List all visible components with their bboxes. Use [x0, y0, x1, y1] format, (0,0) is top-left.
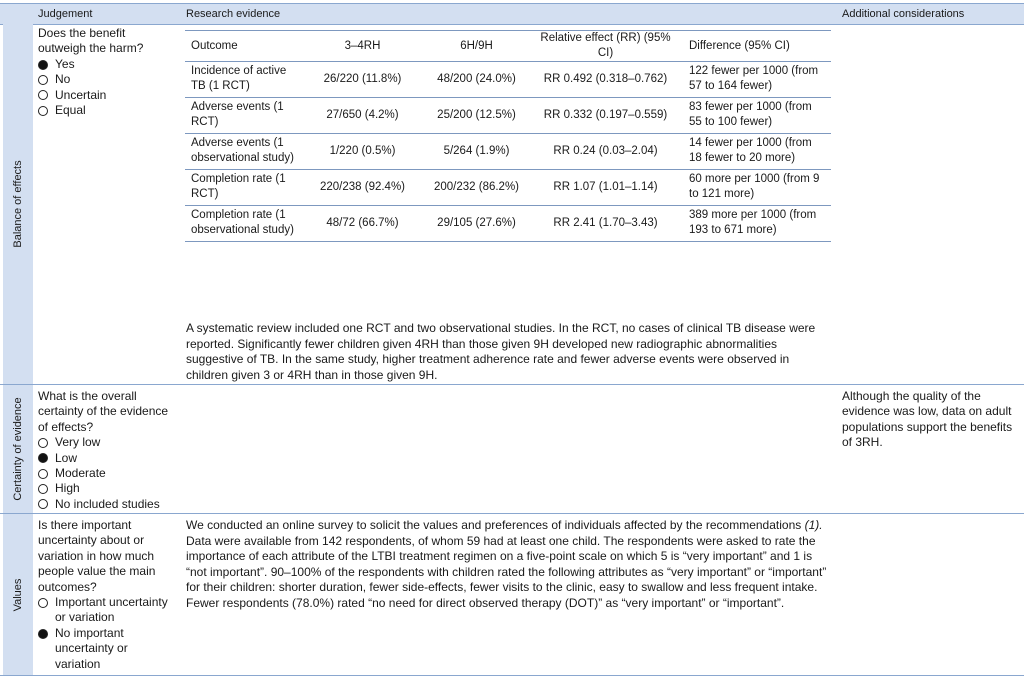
option-label: No important uncertainty or variation — [55, 625, 128, 671]
col-header-difference: Difference (95% CI) — [683, 31, 831, 62]
header-additional-considerations: Additional considerations — [842, 8, 965, 20]
table-cell: 1/220 (0.5%) — [300, 134, 425, 170]
option-label: Important uncertainty or variation — [55, 595, 168, 625]
balance-option[interactable] — [38, 103, 158, 118]
values-option[interactable] — [38, 595, 176, 626]
table-cell: 5/264 (1.9%) — [425, 134, 528, 170]
divider — [0, 675, 1024, 676]
divider — [0, 384, 1024, 385]
certainty-option[interactable] — [38, 451, 178, 466]
col-header-6h-9h: 6H/9H — [425, 31, 528, 62]
section-label-certainty: Certainty of evidence — [3, 385, 33, 513]
table-row — [185, 98, 831, 134]
option-label: Yes — [55, 56, 75, 71]
table-row — [185, 62, 831, 98]
table-cell: RR 0.332 (0.197–0.559) — [528, 98, 683, 134]
certainty-additional: Although the quality of the evidence was low, data on adult populations support the benefits of 3RH. — [842, 389, 1013, 450]
table-cell: RR 0.24 (0.03–2.04) — [528, 134, 683, 170]
table-cell: 83 fewer per 1000 (from 55 to 100 fewer) — [683, 98, 831, 134]
radio-icon[interactable] — [38, 90, 48, 100]
table-cell: Incidence of active TB (1 RCT) — [185, 62, 300, 98]
table-header — [0, 3, 1024, 25]
radio-icon[interactable] — [38, 484, 48, 494]
radio-icon[interactable] — [38, 469, 48, 479]
certainty-question-block — [38, 389, 178, 512]
balance-question: Does the benefit outweigh the harm? — [38, 26, 144, 56]
option-label: High — [55, 481, 80, 496]
table-cell: 25/200 (12.5%) — [425, 98, 528, 134]
radio-icon[interactable] — [38, 453, 48, 463]
values-evidence-reference: (1). — [804, 518, 823, 532]
certainty-option[interactable] — [38, 435, 178, 450]
option-label: Moderate — [55, 466, 106, 480]
table-cell: 29/105 (27.6%) — [425, 206, 528, 242]
certainty-option[interactable] — [38, 466, 178, 481]
balance-option[interactable] — [38, 57, 158, 72]
values-question: Is there important uncertainty about or variation in how much people value the main outcomes? — [38, 518, 156, 594]
balance-option[interactable] — [38, 72, 158, 87]
table-row — [185, 170, 831, 206]
table-cell: RR 0.492 (0.318–0.762) — [528, 62, 683, 98]
option-label: Uncertain — [55, 87, 107, 102]
option-label: No — [55, 72, 71, 87]
table-cell: Completion rate (1 RCT) — [185, 170, 300, 206]
radio-icon[interactable] — [38, 598, 48, 608]
option-label: Very low — [55, 435, 101, 450]
option-label: No included studies — [55, 496, 160, 511]
certainty-option[interactable] — [38, 497, 178, 512]
header-judgement: Judgement — [38, 8, 93, 20]
table-cell: 27/650 (4.2%) — [300, 98, 425, 134]
table-cell: 48/72 (66.7%) — [300, 206, 425, 242]
table-cell: 48/200 (24.0%) — [425, 62, 528, 98]
table-cell: 26/220 (11.8%) — [300, 62, 425, 98]
balance-question-block — [38, 26, 158, 118]
values-option[interactable] — [38, 626, 176, 672]
col-header-3-4rh: 3–4RH — [300, 31, 425, 62]
values-question-block — [38, 518, 176, 672]
radio-icon[interactable] — [38, 106, 48, 116]
radio-icon[interactable] — [38, 499, 48, 509]
values-evidence-body: Data were available from 142 respondents, of whom 59 had at least one child. The respondents were asked to rate the importance of each attribute of the LTBI treatment regimen on a five-point scale on which 5 is “very important” and 1 is “not important”. 90–100% of the respondents with children rated the following attributes as “very important” or “important” for their children: shorter duration, fewer side-effects, fewer visits to the clinic, easy to swallow and less frequent intake. Fewer respondents (78.0%) rated “no need for direct observed therapy (DOT)” as “very important” or “important”. — [186, 533, 827, 610]
certainty-options — [38, 435, 178, 512]
values-evidence-intro: We conducted an online survey to solicit the values and preferences of individuals affected by the recommendations — [186, 518, 802, 532]
certainty-question: What is the overall certainty of the evidence of effects? — [38, 389, 169, 434]
table-cell: Adverse events (1 RCT) — [185, 98, 300, 134]
certainty-option[interactable] — [38, 481, 178, 496]
table-cell: 60 more per 1000 (from 9 to 121 more) — [683, 170, 831, 206]
table-cell: Completion rate (1 observational study) — [185, 206, 300, 242]
evidence-table-header-row — [185, 31, 831, 62]
table-cell: 220/238 (92.4%) — [300, 170, 425, 206]
option-label: Equal — [55, 102, 86, 117]
header-research-evidence: Research evidence — [186, 8, 281, 20]
table-cell: RR 1.07 (1.01–1.14) — [528, 170, 683, 206]
table-cell: RR 2.41 (1.70–3.43) — [528, 206, 683, 242]
table-cell: 14 fewer per 1000 (from 18 fewer to 20 more) — [683, 134, 831, 170]
option-label: Low — [55, 450, 78, 465]
table-cell: 389 more per 1000 (from 193 to 671 more) — [683, 206, 831, 242]
balance-options — [38, 57, 158, 119]
evidence-table-body — [185, 62, 831, 242]
radio-icon[interactable] — [38, 60, 48, 70]
balance-summary: A systematic review included one RCT and two observational studies. In the RCT, no cases of clinical TB disease were reported. Significantly fewer children given 4RH than those given 9H developed new radiographic abnormalities suggestive of TB. In the same study, higher treatment adherence rate and fewer adverse events were observed in children given 3 or 4RH than in those given 9H. — [186, 321, 816, 382]
divider — [0, 513, 1024, 514]
balance-option[interactable] — [38, 88, 158, 103]
evidence-table — [185, 30, 831, 242]
values-options — [38, 595, 176, 672]
table-cell: 200/232 (86.2%) — [425, 170, 528, 206]
table-row — [185, 206, 831, 242]
radio-icon[interactable] — [38, 438, 48, 448]
radio-icon[interactable] — [38, 629, 48, 639]
radio-icon[interactable] — [38, 75, 48, 85]
table-cell: Adverse events (1 observational study) — [185, 134, 300, 170]
col-header-relative-effect: Relative effect (RR) (95% CI) — [528, 31, 683, 62]
table-cell: 122 fewer per 1000 (from 57 to 164 fewer) — [683, 62, 831, 98]
section-label-balance: Balance of effects — [3, 24, 33, 384]
table-row — [185, 134, 831, 170]
col-header-outcome: Outcome — [185, 31, 300, 62]
section-label-values: Values — [3, 514, 33, 675]
values-evidence — [186, 518, 831, 612]
